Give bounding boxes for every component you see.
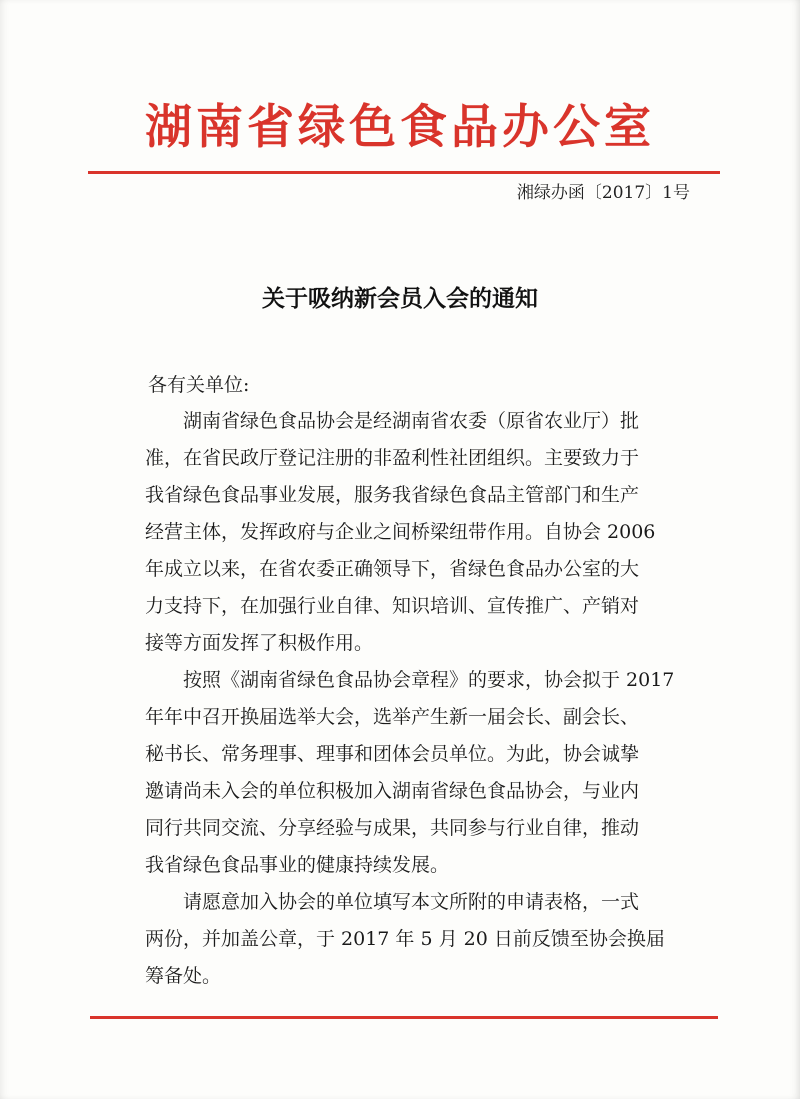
- text-line: 经营主体，发挥政府与企业之间桥梁纽带作用。自协会 2006: [145, 521, 656, 543]
- paragraph-1: [145, 403, 705, 662]
- salutation: 各有关单位:: [148, 374, 250, 396]
- text-line: 同行共同交流、分享经验与成果，共同参与行业自律，推动: [145, 817, 640, 839]
- text-line: 我省绿色食品事业的健康持续发展。: [145, 854, 450, 876]
- notice-title: 关于吸纳新会员入会的通知: [262, 285, 538, 312]
- text-line: 按照《湖南省绿色食品协会章程》的要求，协会拟于 2017: [145, 669, 675, 691]
- text-line: 我省绿色食品事业发展，服务我省绿色食品主管部门和生产: [145, 484, 640, 506]
- text-line: 请愿意加入协会的单位填写本文所附的申请表格，一式: [145, 891, 640, 913]
- text-line: 邀请尚未入会的单位积极加入湖南省绿色食品协会，与业内: [145, 780, 640, 802]
- footer-red-rule: [90, 1016, 718, 1019]
- text-line: 准，在省民政厅登记注册的非盈利性社团组织。主要致力于: [145, 447, 640, 469]
- text-line: 湖南省绿色食品协会是经湖南省农委（原省农业厅）批: [145, 410, 640, 432]
- text-line: 接等方面发挥了积极作用。: [145, 632, 374, 654]
- text-line: 年成立以来，在省农委正确领导下，省绿色食品办公室的大: [145, 558, 640, 580]
- letterhead-red-rule: [88, 171, 720, 174]
- text-line: 年年中召开换届选举大会，选举产生新一届会长、副会长、: [145, 706, 640, 728]
- letterhead-title: 湖南省绿色食品办公室: [145, 100, 655, 155]
- notice-body: [145, 403, 705, 995]
- document-number: 湘绿办函〔2017〕1号: [516, 183, 690, 203]
- text-line: 两份，并加盖公章，于 2017 年 5 月 20 日前反馈至协会换届: [145, 928, 665, 950]
- paragraph-3: [145, 884, 705, 995]
- text-line: 力支持下，在加强行业自律、知识培训、宣传推广、产销对: [145, 595, 640, 617]
- text-line: 筹备处。: [145, 965, 222, 987]
- text-line: 秘书长、常务理事、理事和团体会员单位。为此，协会诚挚: [145, 743, 640, 765]
- paragraph-2: [145, 662, 705, 884]
